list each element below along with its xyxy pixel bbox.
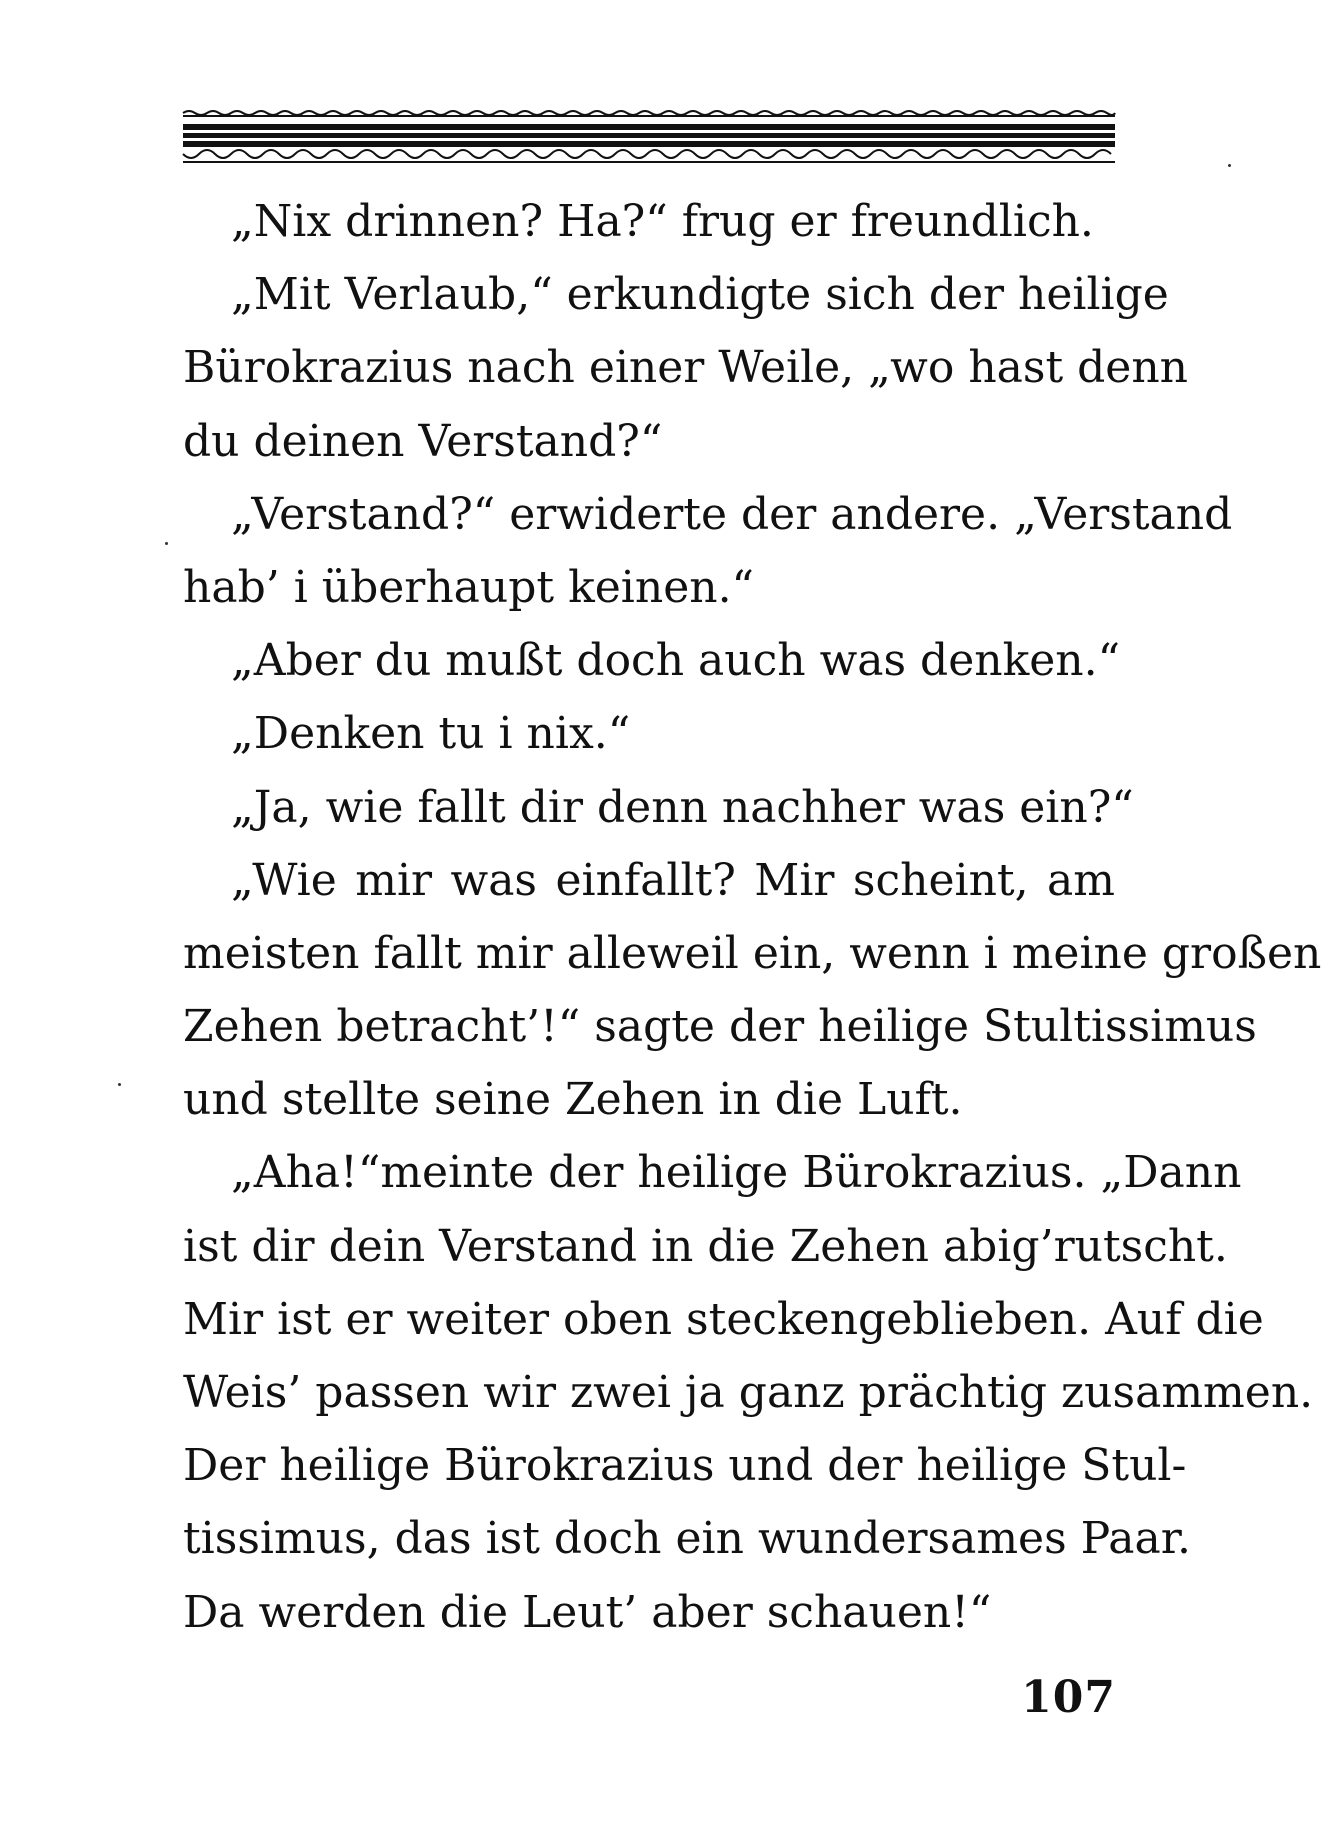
text-line: Weis’ passen wir zwei ja ganz prächtig zusammen. [183, 1367, 1314, 1418]
text-line: „Mit Verlaub,“ erkundigte sich der heilige [231, 269, 1169, 321]
text-line: „Wie mir was einfallt? Mir scheint, am [231, 854, 1115, 906]
text-line: Der heilige Bürokrazius und der heilige Stul- [183, 1440, 1187, 1492]
text-line: Da werden die Leut’ aber schauen!“ [183, 1586, 992, 1638]
text-line: „Denken tu i nix.“ [231, 708, 631, 760]
paper-speck [165, 542, 168, 545]
body-text [183, 185, 1321, 1649]
paper-speck [1228, 164, 1231, 167]
text-line: „Aber du mußt doch auch was denken.“ [231, 635, 1121, 687]
text-line: „Ja, wie fallt dir denn nachher was ein?“ [231, 781, 1134, 833]
text-line: du deinen Verstand?“ [183, 415, 663, 467]
text-line: „Nix drinnen? Ha?“ frug er freundlich. [231, 196, 1094, 247]
text-line: hab’ i überhaupt keinen.“ [183, 561, 755, 613]
text-line: meisten fallt mir alleweil ein, wenn i meine großen [183, 927, 1321, 979]
text-line: „Verstand?“ erwiderte der andere. „Verstand [231, 488, 1233, 540]
text-line: ist dir dein Verstand in die Zehen abig’rutscht. [183, 1220, 1228, 1272]
text-line: und stellte seine Zehen in die Luft. [183, 1074, 963, 1126]
text-line: Zehen betracht’!“ sagte der heilige Stultissimus [183, 1001, 1257, 1053]
text-line: Mir ist er weiter oben steckengeblieben. Auf die [183, 1293, 1264, 1345]
decorative-border-ornament [183, 110, 1115, 166]
text-line: „Aha!“meinte der heilige Bürokrazius. „Dann [231, 1147, 1242, 1199]
paper-speck [118, 1083, 121, 1086]
text-line: Bürokrazius nach einer Weile, „wo hast denn [183, 342, 1189, 394]
text-line: tissimus, das ist doch ein wundersames Paar. [183, 1513, 1191, 1565]
page-number: 107 [1021, 1672, 1116, 1723]
